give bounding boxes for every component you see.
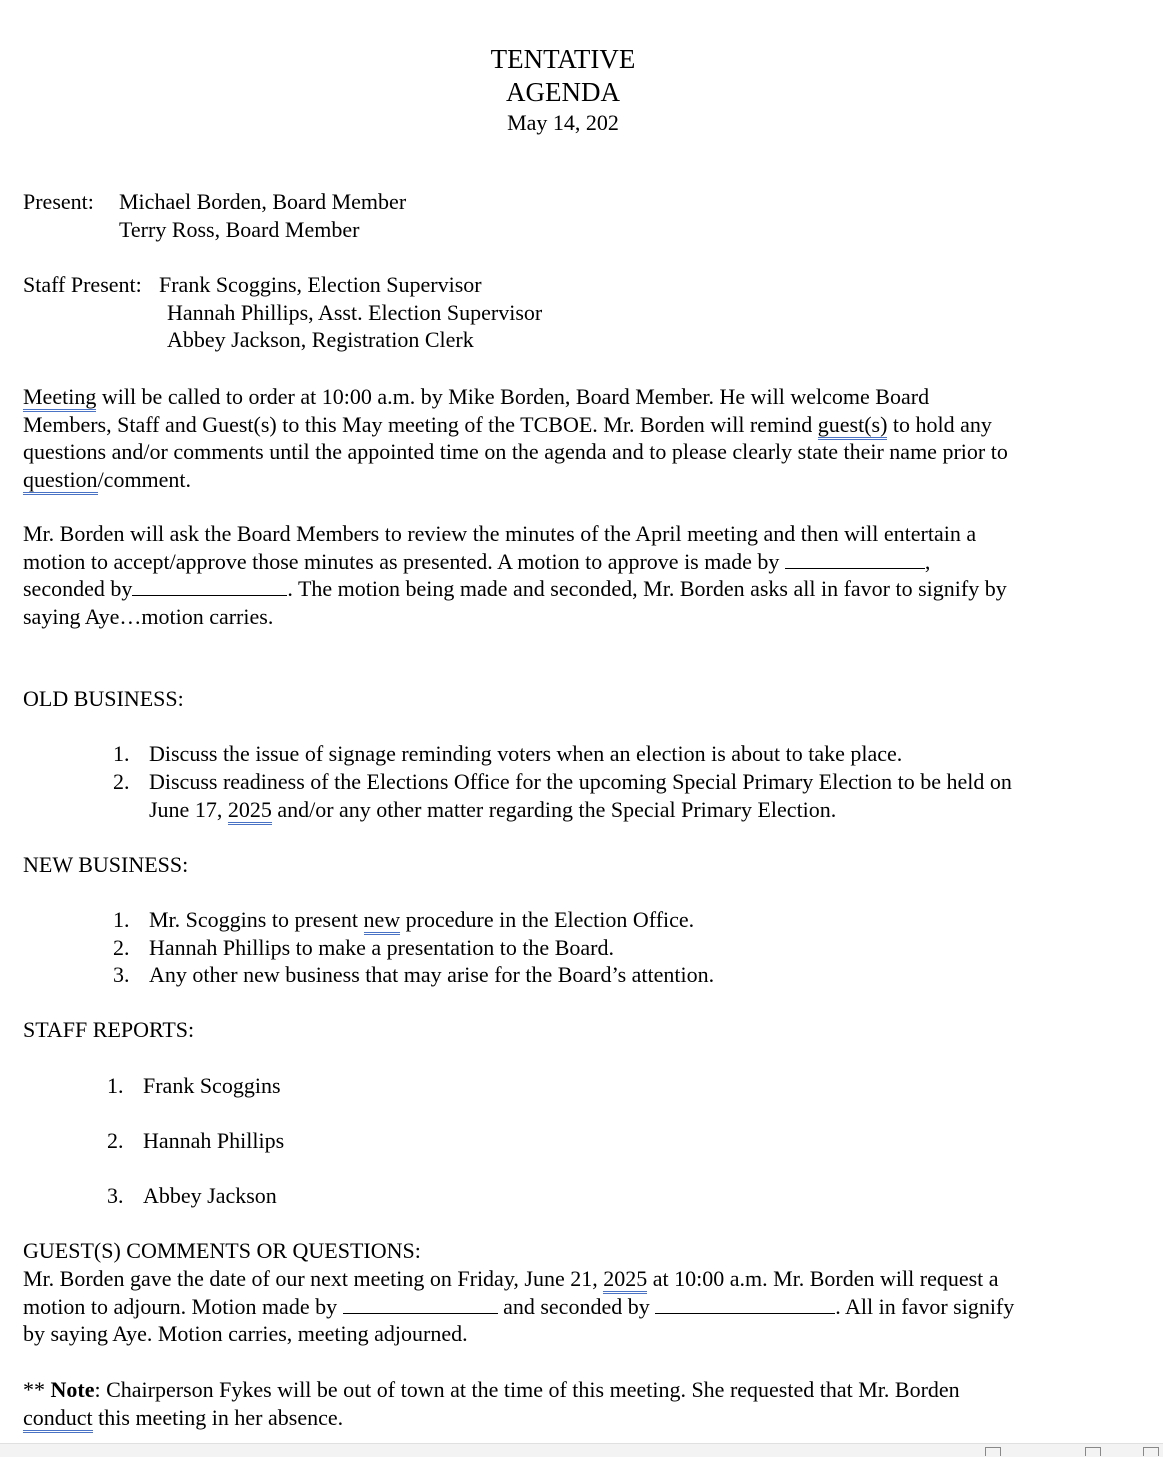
new-business-item-1: 1. Mr. Scoggins to present new procedure in the Election Office. (113, 907, 694, 933)
spelling-flag-new[interactable]: new (364, 907, 401, 935)
present-label: Present: (23, 189, 94, 214)
print-layout-icon[interactable] (1143, 1447, 1159, 1456)
status-bar (0, 1443, 1163, 1457)
old-business-item-1: 1. Discuss the issue of signage reminding voters when an election is about to take place. (113, 741, 903, 766)
spelling-flag-question[interactable]: question (23, 467, 98, 495)
staff-report-item-1: 1. Frank Scoggins (107, 1073, 281, 1098)
note-label: Note (50, 1377, 95, 1402)
seconder-blank (132, 575, 287, 596)
note-paragraph: ** Note: Chairperson Fykes will be out of town at the time of this meeting. She requested that Mr. Borden conduct this meeting in her absence. (23, 1376, 1123, 1431)
staff-report-item-3: 3. Abbey Jackson (107, 1183, 277, 1208)
new-business-item-2: 2. Hannah Phillips to make a presentation to the Board. (113, 935, 614, 960)
staff-present-label: Staff Present: (23, 272, 142, 297)
adjourn-paragraph: Mr. Borden gave the date of our next meeting on Friday, June 21, 2025 at 10:00 a.m. Mr. Borden will request a motion to adjourn. Motion made by and seconded by . All in favor signify by saying Aye. Motion carries, meeting adjourned. (23, 1266, 1015, 1346)
spelling-flag-2025-b[interactable]: 2025 (603, 1266, 647, 1294)
guests-heading: GUEST(S) COMMENTS OR QUESTIONS: (23, 1238, 421, 1263)
new-business-heading: NEW BUSINESS: (23, 852, 189, 877)
title-line-2: AGENDA (506, 77, 620, 107)
staff-reports-heading: STAFF REPORTS: (23, 1017, 195, 1042)
old-business-heading: OLD BUSINESS: (23, 686, 184, 711)
agenda-date: May 14, 202 (507, 110, 619, 135)
spelling-flag-conduct[interactable]: conduct (23, 1405, 93, 1433)
call-to-order-paragraph: Meeting will be called to order at 10:00 a.m. by Mike Borden, Board Member. He will welcome Board Members, Staff and Guest(s) to this May meeting of the TCBOE. Mr. Borden will remind guest(s) to hold any questions and/or comments until the appointed time on the agenda and to please clearly state their name prior to question/comment. (23, 383, 1123, 493)
focus-mode-icon[interactable] (985, 1447, 1001, 1456)
title-line-1: TENTATIVE (490, 44, 636, 74)
staff-member-1: Frank Scoggins, Election Supervisor (159, 272, 482, 297)
new-business-item-3: 3. Any other new business that may arise for the Board’s attention. (113, 962, 715, 987)
old-business-item-2-cont: June 17, 2025 and/or any other matter regarding the Special Primary Election. (149, 797, 836, 823)
spelling-flag-meeting[interactable]: Meeting (23, 384, 96, 412)
staff-member-3: Abbey Jackson, Registration Clerk (167, 327, 474, 352)
present-member-2: Terry Ross, Board Member (119, 217, 360, 242)
spelling-flag-guests[interactable]: guest(s) (818, 412, 888, 440)
motion-maker-blank (785, 548, 925, 569)
adjourn-second-blank (655, 1293, 835, 1314)
old-business-item-2: 2. Discuss readiness of the Elections Office for the upcoming Special Primary Election to be held on (113, 769, 1012, 794)
present-member-1: Michael Borden, Board Member (119, 189, 407, 214)
spelling-flag-2025[interactable]: 2025 (228, 797, 272, 825)
staff-report-item-2: 2. Hannah Phillips (107, 1128, 285, 1153)
staff-member-2: Hannah Phillips, Asst. Election Supervisor (167, 300, 543, 325)
read-mode-icon[interactable] (1085, 1447, 1101, 1456)
minutes-paragraph: Mr. Borden will ask the Board Members to review the minutes of the April meeting and then will entertain a motion to accept/approve those minutes as presented. A motion to approve is made by , seconded by . The motion being made and seconded, Mr. Borden asks all in favor to signify by saying Aye…motion carries. (23, 521, 1007, 629)
adjourn-motion-blank (343, 1293, 498, 1314)
